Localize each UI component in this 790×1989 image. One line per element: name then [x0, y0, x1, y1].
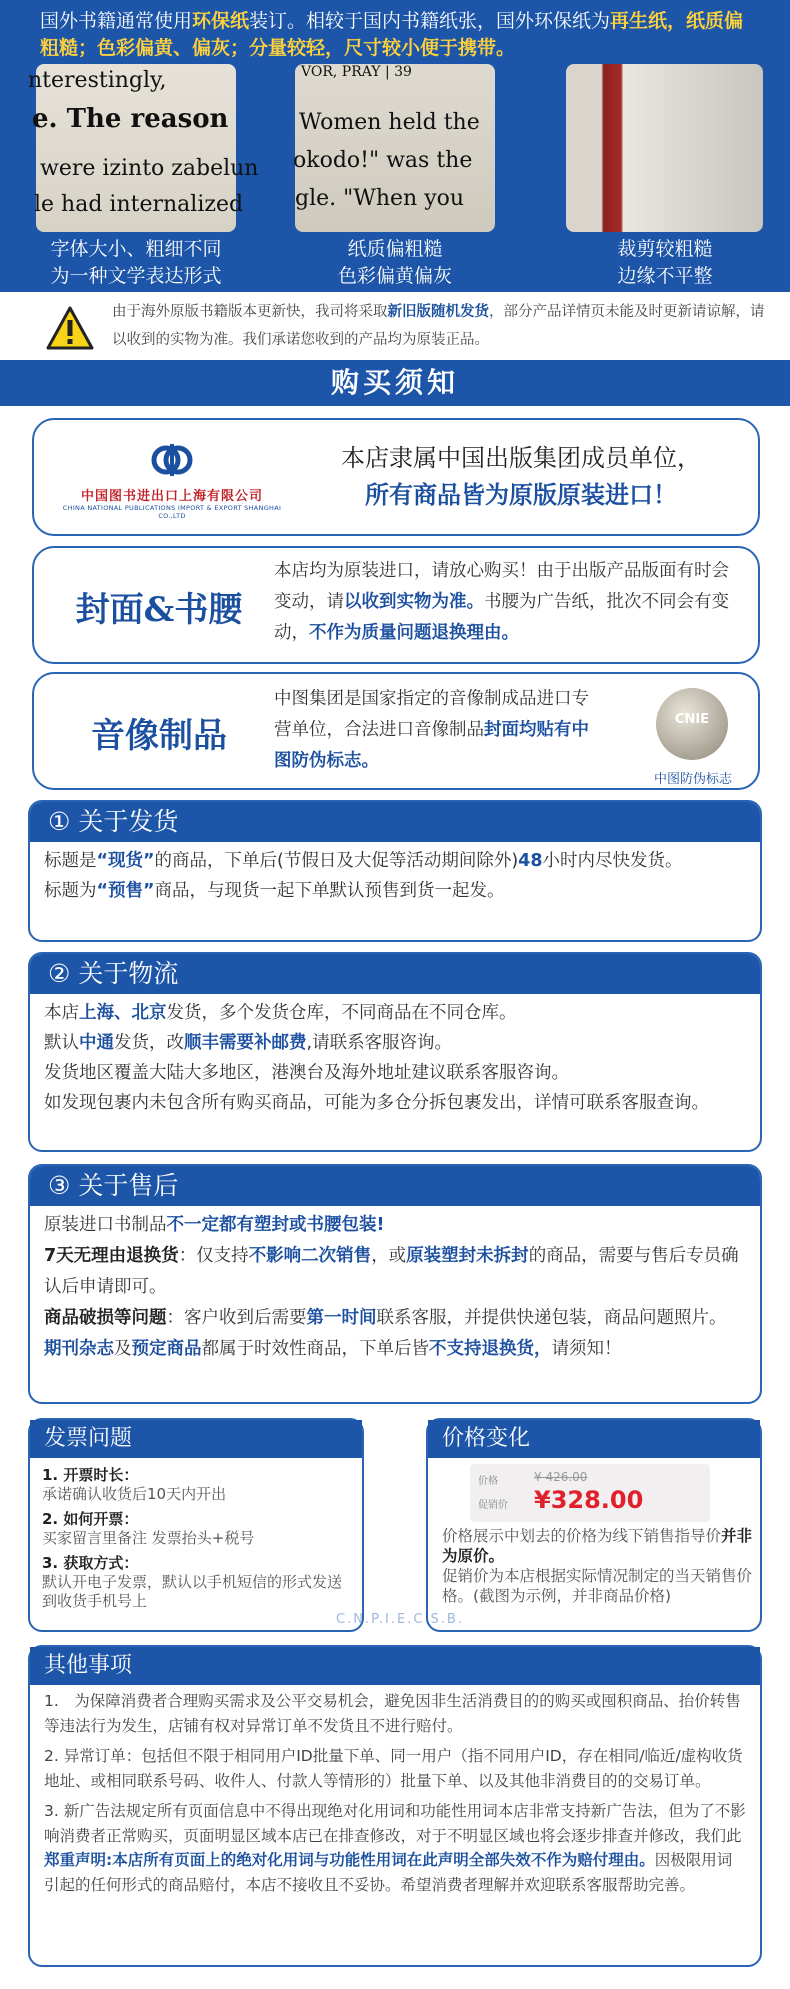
highlight: 预定商品 — [131, 1339, 202, 1359]
other-item-2: 2. 异常订单：包括但不限于相同用户ID批量下单、同一用户（指不同用户ID，存在相同/临近/虚构收货地址、或相同联系号码、收件人、付款人等情形的）批量下单、以及其他非消费目的的交易订单。 — [44, 1747, 743, 1790]
intro-text: 国外书籍通常使用 — [40, 10, 193, 32]
after-sale-heading: ③ 关于售后 — [30, 1166, 760, 1206]
shipping-panel — [28, 800, 762, 942]
after-sale-line4 — [44, 1334, 746, 1365]
text: 默认 — [44, 1033, 79, 1053]
version-notice — [0, 292, 790, 360]
after-sale-line3 — [44, 1303, 746, 1334]
highlight: 第一时间 — [306, 1308, 377, 1328]
text: 发货，多个发货仓库，不同商品在不同仓库。 — [166, 1003, 517, 1023]
bold-text: 商品破损等问题 — [44, 1308, 167, 1328]
highlight: 不支持退换货， — [429, 1339, 552, 1359]
caption-edge — [545, 236, 785, 290]
notice-part: 由于海外原版书籍版本更新快，我司将采取 — [112, 304, 388, 320]
intro-text: 装订。相较于国内书籍纸张，国外环保纸为 — [249, 10, 611, 32]
promo-price: ¥328.00 — [534, 1486, 644, 1514]
text: 原装进口书制品 — [44, 1215, 167, 1235]
purchase-notice-title: 购买须知 — [0, 360, 790, 406]
highlight: 不一定都有塑封或书腰包装! — [166, 1215, 385, 1235]
other-matters-panel — [28, 1645, 762, 1967]
publisher-line1: 本店隶属中国出版集团成员单位， — [341, 444, 701, 472]
price-change-panel — [426, 1418, 762, 1632]
audio-video-box — [32, 672, 760, 790]
price-explanation — [442, 1526, 754, 1606]
caption-font — [16, 236, 256, 290]
text: 标题为 — [44, 881, 97, 901]
price-example-image — [470, 1464, 710, 1522]
photo-text: okodo!" was the — [293, 148, 473, 173]
invoice-body — [30, 1458, 362, 1617]
highlight: “预售” — [96, 881, 155, 901]
warning-icon — [46, 306, 94, 350]
text: 的商品，需要与售后专员确认后申请即可。 — [44, 1246, 739, 1297]
notice-highlight: 新旧版随机发货 — [387, 304, 489, 320]
edge-sample-photo — [566, 64, 763, 232]
av-title: 音像制品 — [91, 716, 227, 756]
price-heading: 价格变化 — [428, 1420, 760, 1458]
text: ，或 — [371, 1246, 407, 1266]
other-item-3 — [44, 1799, 746, 1897]
caption-line: 字体大小、粗细不同 — [50, 238, 222, 260]
caption-line: 裁剪较粗糙 — [617, 238, 713, 260]
cnpiec-logo — [52, 442, 292, 520]
photo-text: VOR, PRAY | 39 — [301, 64, 412, 80]
invoice-item-title: 2. 如何开票： — [42, 1510, 139, 1528]
logistics-line2 — [44, 1028, 746, 1058]
cover-box — [32, 546, 760, 664]
text: 标题是 — [44, 851, 97, 871]
highlight: 中通 — [79, 1033, 114, 1053]
text: 商品，与现货一起下单默认预售到货一起发。 — [154, 881, 505, 901]
watermark-stamp: C.N.P.I.E.C.S.B. — [336, 1612, 464, 1627]
caption-line: 纸质偏粗糙 — [347, 238, 443, 260]
highlight: “现货” — [96, 851, 155, 871]
publisher-line2: 所有商品皆为原版原装进口！ — [365, 481, 677, 509]
text: 小时内尽快发货。 — [542, 851, 683, 871]
original-price: ¥ 426.00 — [534, 1470, 588, 1484]
caption-paper — [275, 236, 515, 290]
text: 联系客服，并提供快递包装，商品问题照片。 — [376, 1308, 727, 1328]
text: 本店 — [44, 1003, 79, 1023]
text: 的商品，下单后(节假日及大促等活动期间除外) — [154, 851, 519, 871]
logistics-body — [30, 994, 760, 1118]
shipping-line2 — [44, 876, 746, 906]
text: 都属于时效性商品，下单后皆 — [201, 1339, 429, 1359]
highlight: 不影响二次销售 — [248, 1246, 372, 1266]
av-text — [274, 684, 604, 777]
hologram-text: CNIE — [674, 712, 710, 727]
text: 3. 新广告法规定所有页面信息中不得出现绝对化用词和功能性用词本店非常支持新广告法，但为了不影响消费者正常购买，页面明显区域本店已在排查修改，对于不明显区域也将会逐步排查并修改，我们此 — [44, 1802, 746, 1845]
invoice-item-title: 1. 开票时长： — [42, 1466, 139, 1484]
highlight: 原装塑封未拆封 — [406, 1246, 529, 1266]
photo-text: nterestingly, — [28, 68, 167, 93]
other-matters-body — [30, 1685, 760, 1907]
price-label: 价格 — [478, 1476, 498, 1487]
notice-part: ，部分产品详情页未能及时更新请谅解，请以收到的实物为准。我们承诺您收到的产品均为原装正品。 — [112, 304, 765, 348]
logo-english-name: CHINA NATIONAL PUBLICATIONS IMPORT & EXPORT SHANGHAI CO.,LTD — [62, 504, 282, 520]
logistics-line4: 如发现包裹内未包含所有购买商品，可能为多仓分拆包裹发出，详情可联系客服查询。 — [44, 1093, 709, 1113]
intro-highlight: 环保纸 — [192, 10, 250, 32]
photo-text: Women held the — [299, 110, 480, 135]
text: 请须知！ — [551, 1339, 622, 1359]
intro-highlight: 再生纸，纸质偏粗糙；色彩偏黄、偏灰；分量较轻，尺寸较小便于携带。 — [40, 10, 744, 59]
text: ,请联系客服咨询。 — [306, 1033, 453, 1053]
logistics-line1 — [44, 998, 746, 1028]
av-highlight: 封面均贴有中图防伪标志。 — [274, 720, 589, 771]
notice-text — [112, 298, 772, 354]
cover-title: 封面&书腰 — [75, 590, 243, 630]
highlight: 郑重声明:本店所有页面上的绝对化用词与功能性用词在此声明全部失效不作为赔付理由。 — [44, 1851, 655, 1869]
after-sale-body — [30, 1206, 760, 1365]
text: ：仅支持 — [178, 1246, 249, 1266]
caption-line: 为一种文学表达形式 — [50, 265, 222, 287]
bold-text: 并非为原价。 — [442, 1527, 753, 1565]
invoice-heading: 发票问题 — [30, 1420, 362, 1458]
promo-label: 促销价 — [478, 1500, 508, 1511]
av-text-part: 中图集团是国家指定的音像制成品进口专营单位，合法进口音像制品 — [274, 689, 589, 740]
anti-counterfeit-hologram-icon — [656, 688, 728, 760]
logistics-heading: ② 关于物流 — [30, 954, 760, 994]
after-sale-panel — [28, 1164, 762, 1404]
photo-text: were izinto zabelun — [40, 156, 259, 181]
text: ：客户收到后需要 — [166, 1308, 307, 1328]
highlight: 期刊杂志 — [44, 1339, 114, 1359]
other-matters-heading: 其他事项 — [30, 1647, 760, 1685]
bold-text: 7天无理由退换货 — [44, 1246, 179, 1266]
photo-text: e. The reason — [32, 104, 229, 134]
text: 价格展示中划去的价格为线下销售指导价 — [442, 1527, 722, 1545]
shipping-line1 — [44, 846, 746, 876]
font-sample-photo — [28, 64, 259, 232]
highlight: 上海、北京 — [79, 1003, 167, 1023]
highlight: 顺丰需要补邮费 — [184, 1033, 307, 1053]
hologram-caption: 中图防伪标志 — [653, 772, 732, 787]
logo-chinese-name: 中国图书进出口上海有限公司 — [80, 489, 263, 504]
text: 促销价为本店根据实际情况制定的当天销售价格。(截图为示例，并非商品价格) — [442, 1567, 753, 1605]
shipping-body — [30, 842, 760, 906]
invoice-item-desc: 默认开电子发票，默认以手机短信的形式发送到收货手机号上 — [42, 1573, 343, 1610]
logistics-line3: 发货地区覆盖大陆大多地区，港澳台及海外地址建议联系客服咨询。 — [44, 1063, 569, 1083]
paper-intro — [40, 8, 760, 62]
cover-highlight: 以收到实物为准。 — [344, 592, 484, 612]
text: 及 — [114, 1339, 132, 1359]
invoice-item-desc: 承诺确认收货后10天内开出 — [42, 1485, 227, 1503]
after-sale-line2 — [44, 1241, 746, 1303]
paper-sample-photo — [295, 64, 495, 232]
shipping-heading: ① 关于发货 — [30, 802, 760, 842]
invoice-item-title: 3. 获取方式： — [42, 1554, 139, 1572]
photo-text: le had internalized — [34, 192, 244, 217]
paper-info-banner — [0, 0, 790, 292]
invoice-panel — [28, 1418, 364, 1632]
publisher-box — [32, 418, 760, 536]
text: 发货，改 — [114, 1033, 184, 1053]
logistics-panel — [28, 952, 762, 1152]
text: 因极限用词引起的任何形式的商品赔付，本店不接收且不妥协。希望消费者理解并欢迎联系客服帮助完善。 — [44, 1851, 733, 1894]
after-sale-line1 — [44, 1210, 746, 1241]
highlight: 48 — [518, 851, 543, 871]
cover-text-part: 书腰为广告纸，批次不同会有变动， — [274, 592, 729, 643]
caption-line: 色彩偏黄偏灰 — [337, 265, 452, 287]
other-item-1: 1. 为保障消费者合理购买需求及公平交易机会，避免因非生活消费目的的购买或囤积商品、抬价转售等违法行为发生，店铺有权对异常订单不发货且不进行赔付。 — [44, 1692, 741, 1735]
cover-text-part: 本店均为原装进口，请放心购买！由于出版产品版面有时会变动，请 — [274, 561, 729, 612]
cnpiec-logo-mark-icon — [52, 442, 292, 485]
caption-line: 边缘不平整 — [617, 265, 713, 287]
photo-text: gle. "When you — [295, 186, 465, 211]
invoice-item-desc: 买家留言里备注 发票抬头+税号 — [42, 1529, 255, 1547]
cover-highlight: 不作为质量问题退换理由。 — [309, 623, 519, 643]
cover-text — [274, 556, 744, 649]
